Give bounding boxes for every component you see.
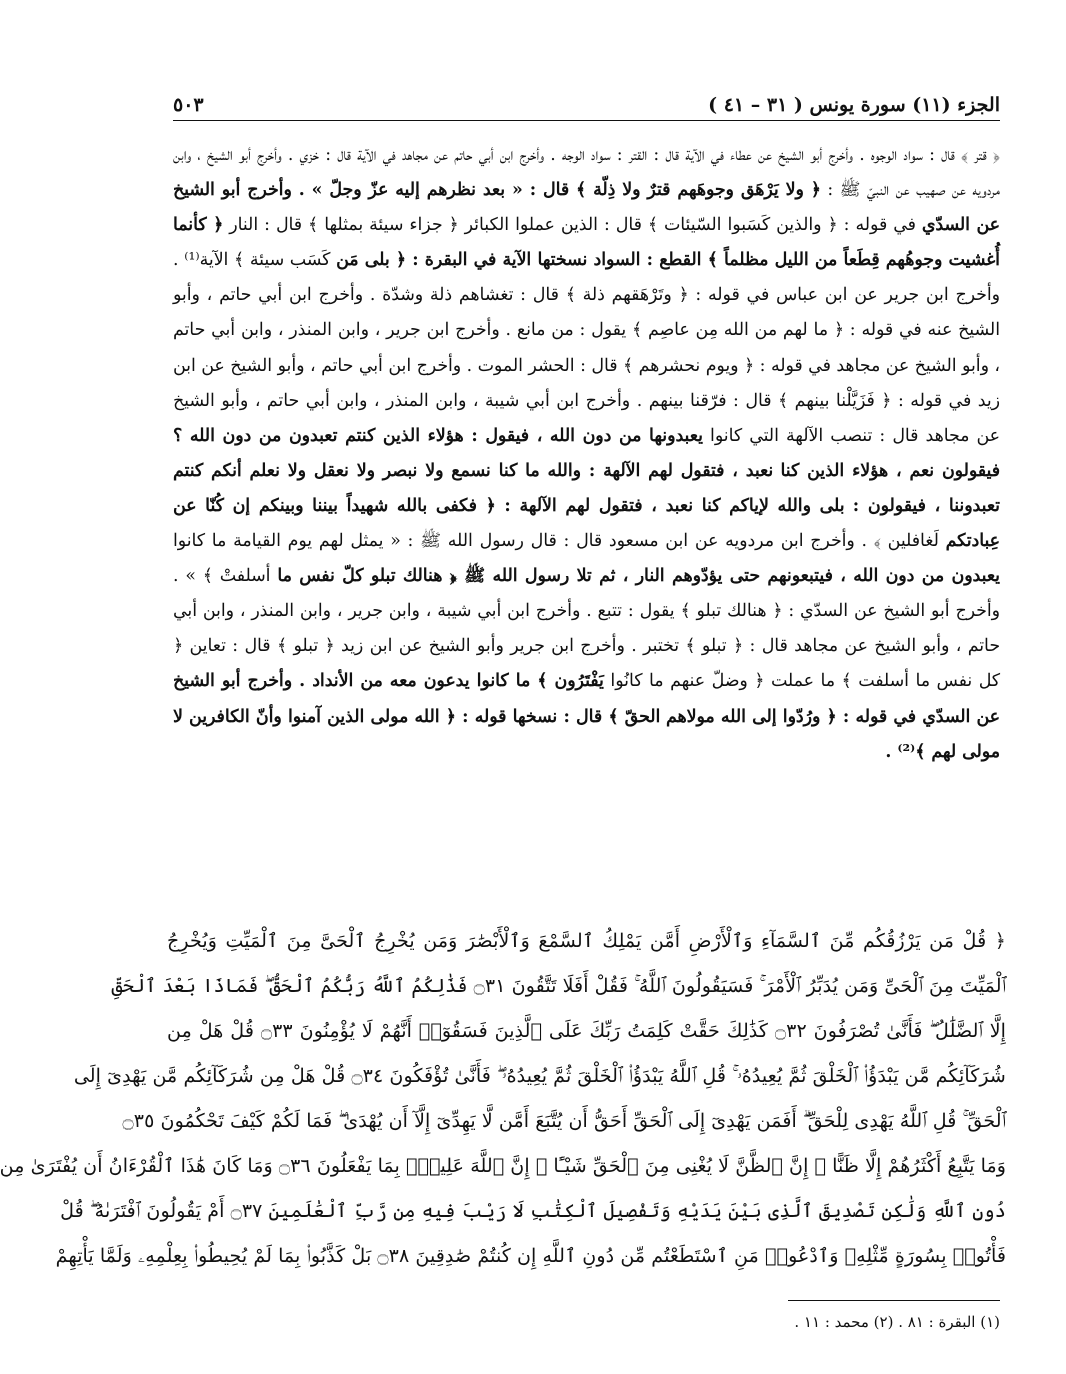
commentary-line: وأخرج ابن أبي شيبة ، وابن المنذر ، وابن أبي حاتم ، وأبو الشيخ عن مجاهد قال : تنصب الآلهة التي كانوا [173,390,1000,446]
quran-line: فَأْتُوا۟ بِسُورَةٍ مِّثْلِهِۦ وَٱدْعُوا۟ مَنِ ٱسْتَطَعْتُم مِّن دُونِ ٱللَّهِ إِن كُنتُمْ صَٰدِقِينَ ۝٣٨ بَلْ كَذَّبُوا۟ بِمَا لَمْ يُحِيطُوا۟ بِعِلْمِهِۦ وَلَمَّا يَأْتِهِمْ [55,1244,1006,1267]
commentary-line: أسلفتْ ﴾ » . وأخرج أبو الشيخ عن السدّي : ﴿ هنالك تبلو ﴾ يقول : تتبع . وأخرج ابن أبي شيبة ، [173,566,1000,622]
quran-text [0,918,1006,1278]
footnotes: (١) البقرة : ٨١ . (٢) محمد : ١١ . [794,1313,1000,1331]
commentary-line: وأبو الشيخ عن ابن زيد ﴿ تبلو ﴾ قال : تعاين ﴿ كل نفس ما أسلفت ﴾ ما عملت ﴿ وضلّ عنهم ما كانُوا [173,636,1001,692]
commentary-line: يَفْتَرُون ﴾ ما كانوا يدعون معه من الأنداد . وأخرج أبو الشيخ عن السدّي في قوله : ﴿ ورُدّوا إلى الله مولاهم [173,671,1000,727]
quran-line: ٱلْحَقِّ ۚ قُلِ ٱللَّهُ يَهْدِى لِلْحَقِّ ۗ أَفَمَن يَهْدِىٓ إِلَى ٱلْحَقِّ أَحَقُّ أَن يُتَّبَعَ أَمَّن لَّا يَهِدِّىٓ إِلَّآ أَن يُهْدَىٰ ۖ فَمَا لَكُمْ كَيْفَ تَحْكُمُونَ ۝٣٥ [122,1109,1006,1132]
commentary-line: وابن جرير ، وابن المنذر ، وابن أبي حاتم ، وأبو الشيخ عن مجاهد قال : ﴿ تبلو ﴾ تختبر . وأخرج ابن جرير [173,601,1000,657]
commentary-line: وشدّة . وأخرج ابن أبي حاتم ، وأبو الشيخ عنه في قوله : ﴿ ما لهم من الله مِن عاصِم ﴾ يقول : من مانع . [173,285,1000,341]
commentary-line: بلى والله لإياكم كنا نعبد ، فتقول لهم الآلهة : ﴿ فكفى بالله شهيداً بيننا وبينكم إن كُنّا عن عِبادتكم [173,495,1000,552]
header-rule [173,120,1000,121]
footnote-rule [788,1300,1000,1301]
running-title: الجزء (١١) سورة يونس ( ٣١ – ٤١ ) [708,94,1000,116]
commentary-text [173,138,1000,770]
commentary-line: ﴿ ولا يَرْهَق وجوهَهم قترٌ ولا ذِلّة ﴾ قال : « بعد نظرهم إليه عزّ وجلّ » . وأخرج أبو الشيخ عن السدّي [173,180,1000,236]
quran-line: ٱلْمَيِّتَ مِنَ ٱلْحَىِّ وَمَن يُدَبِّرُ ٱلْأَمْرَ ۚ فَسَيَقُولُونَ ٱللَّهُ ۚ فَقُلْ أَفَلَا تَتَّقُونَ ۝٣١ فَذَٰلِكُمُ ٱللَّهُ رَبُّكُمُ ٱلْحَقُّ ۖ فَمَاذَا بَعْدَ ٱلْحَقِّ [111,974,1006,997]
commentary-line: نعبد ، فتقول لهم الآلهة : والله ما كنا نسمع ولا نبصر ولا نعقل ولا نعلم أنكم كنتم تعبدوننا ، فيقولون : [173,460,1000,516]
commentary-line: لَغافلين ﴾ . وأخرج ابن مردويه عن ابن مسعود قال : قال رسول الله ﷺ : « يمثل لهم يوم القيامة ما كانوا [173,531,939,552]
page-number: ٥٠٣ [173,94,204,116]
commentary-line: ابن أبي حاتم عن مجاهد في الآية قال : خزي . وأخرج أبو الشيخ ، وابن مردويه عن صهيب عن النبيّ ﷺ : [173,145,1000,201]
quran-line: دُونِ ٱللَّهِ وَلَٰكِن تَصْدِيقَ ٱلَّذِى بَيْنَ يَدَيْهِ وَتَفْصِيلَ ٱلْكِتَٰبِ لَا رَيْبَ فِيهِ مِن رَّبِّ ٱلْعَٰلَمِينَ ۝٣٧ أَمْ يَقُولُونَ ٱفْتَرَىٰهُ ۖ قُلْ [60,1199,1006,1222]
commentary-line: الحشر الموت . وأخرج ابن أبي حاتم ، وأبو الشيخ عن ابن زيد في قوله : ﴿ فَزَيَّلْنا بينهم ﴾ قال : فرّقنا بينهم . [173,355,1000,411]
commentary-line: يعبدون من دون الله ، فيتبعونهم حتى يؤدّوهم النار ، ثم تلا رسول الله ﷺ ﴿ هنالك تبلو كلّ نفس ما [277,566,1000,587]
running-head [173,86,1000,116]
quran-line: ﴿ قُلْ مَن يَرْزُقُكُم مِّنَ ٱلسَّمَآءِ وَٱلْأَرْضِ أَمَّن يَمْلِكُ ٱلسَّمْعَ وَٱلْأَبْصَٰرَ وَمَن يُخْرِجُ ٱلْحَىَّ مِنَ ٱلْمَيِّتِ وَيُخْرِجُ [167,929,1006,952]
commentary-line: يعبدونها من دون الله ، فيقول : هؤلاء الذين كنتم تعبدون من دون الله ؟ فيقولون نعم ، هؤلاء الذين كنا [173,425,1001,481]
commentary-line: ﴿ كأنما أُغشيت وجوهُهم قِطَعاً من الليل مظلماً ﴾ القطع : السواد نسختها الآية في البقرة : ﴿ بلى مَن [173,215,1000,271]
commentary-line: في قوله : ﴿ والذين كَسَبوا السّيئات ﴾ قال : الذين عملوا الكبائر ﴿ جزاء سيئة بمثلها ﴾ قال : النار [229,215,916,236]
commentary-line: ﴿ قتر ﴾ قال : سواد الوجوه . وأخرج أبو الشيخ عن عطاء في الآية قال : القتر : سواد الوجه . وأخرج [519,145,1000,165]
commentary-line: وأخرج ابن جرير ، وابن المنذر ، وابن أبي حاتم ، وأبو الشيخ عن مجاهد في قوله : ﴿ ويوم نحشرهم ﴾ قال : [173,320,1001,376]
quran-line: شُرَكَآئِكُم مَّن يَبْدَؤُا۟ ٱلْخَلْقَ ثُمَّ يُعِيدُهُۥ ۚ قُلِ ٱللَّهُ يَبْدَؤُا۟ ٱلْخَلْقَ ثُمَّ يُعِيدُهُۥ ۖ فَأَنَّىٰ تُؤْفَكُونَ ۝٣٤ قُلْ هَلْ مِن شُرَكَآئِكُم مَّن يَهْدِىٓ إِلَى [73,1064,1006,1087]
quran-line: وَمَا يَتَّبِعُ أَكْثَرُهُمْ إِلَّا ظَنًّا ۚ إِنَّ ٱلظَّنَّ لَا يُغْنِى مِنَ ٱلْحَقِّ شَيْـًٔا ۚ إِنَّ ٱللَّهَ عَلِيمٌۢ بِمَا يَفْعَلُونَ ۝٣٦ وَمَا كَانَ هَٰذَا ٱلْقُرْءَانُ أَن يُفْتَرَىٰ مِن [0,1154,1006,1177]
commentary-line: كَسَب سيئة ﴾ الآية⁽¹⁾ . وأخرج ابن جرير عن ابن عباس في قوله : ﴿ وتَرْهَقهم ذلة ﴾ قال : تغشاهم ذلة [173,250,1000,306]
quran-line: إِلَّا ٱلضَّلَٰلُ ۖ فَأَنَّىٰ تُصْرَفُونَ ۝٣٢ كَذَٰلِكَ حَقَّتْ كَلِمَتُ رَبِّكَ عَلَى ٱلَّذِينَ فَسَقُوٓا۟ أَنَّهُمْ لَا يُؤْمِنُونَ ۝٣٣ قُلْ هَلْ مِن [167,1019,1006,1042]
commentary-line: الحقّ ﴾ قال : نسخها قوله : ﴿ الله مولى الذين آمنوا وأنّ الكافرين لا مولى لهم ﴾⁽²⁾ . [173,706,1000,762]
